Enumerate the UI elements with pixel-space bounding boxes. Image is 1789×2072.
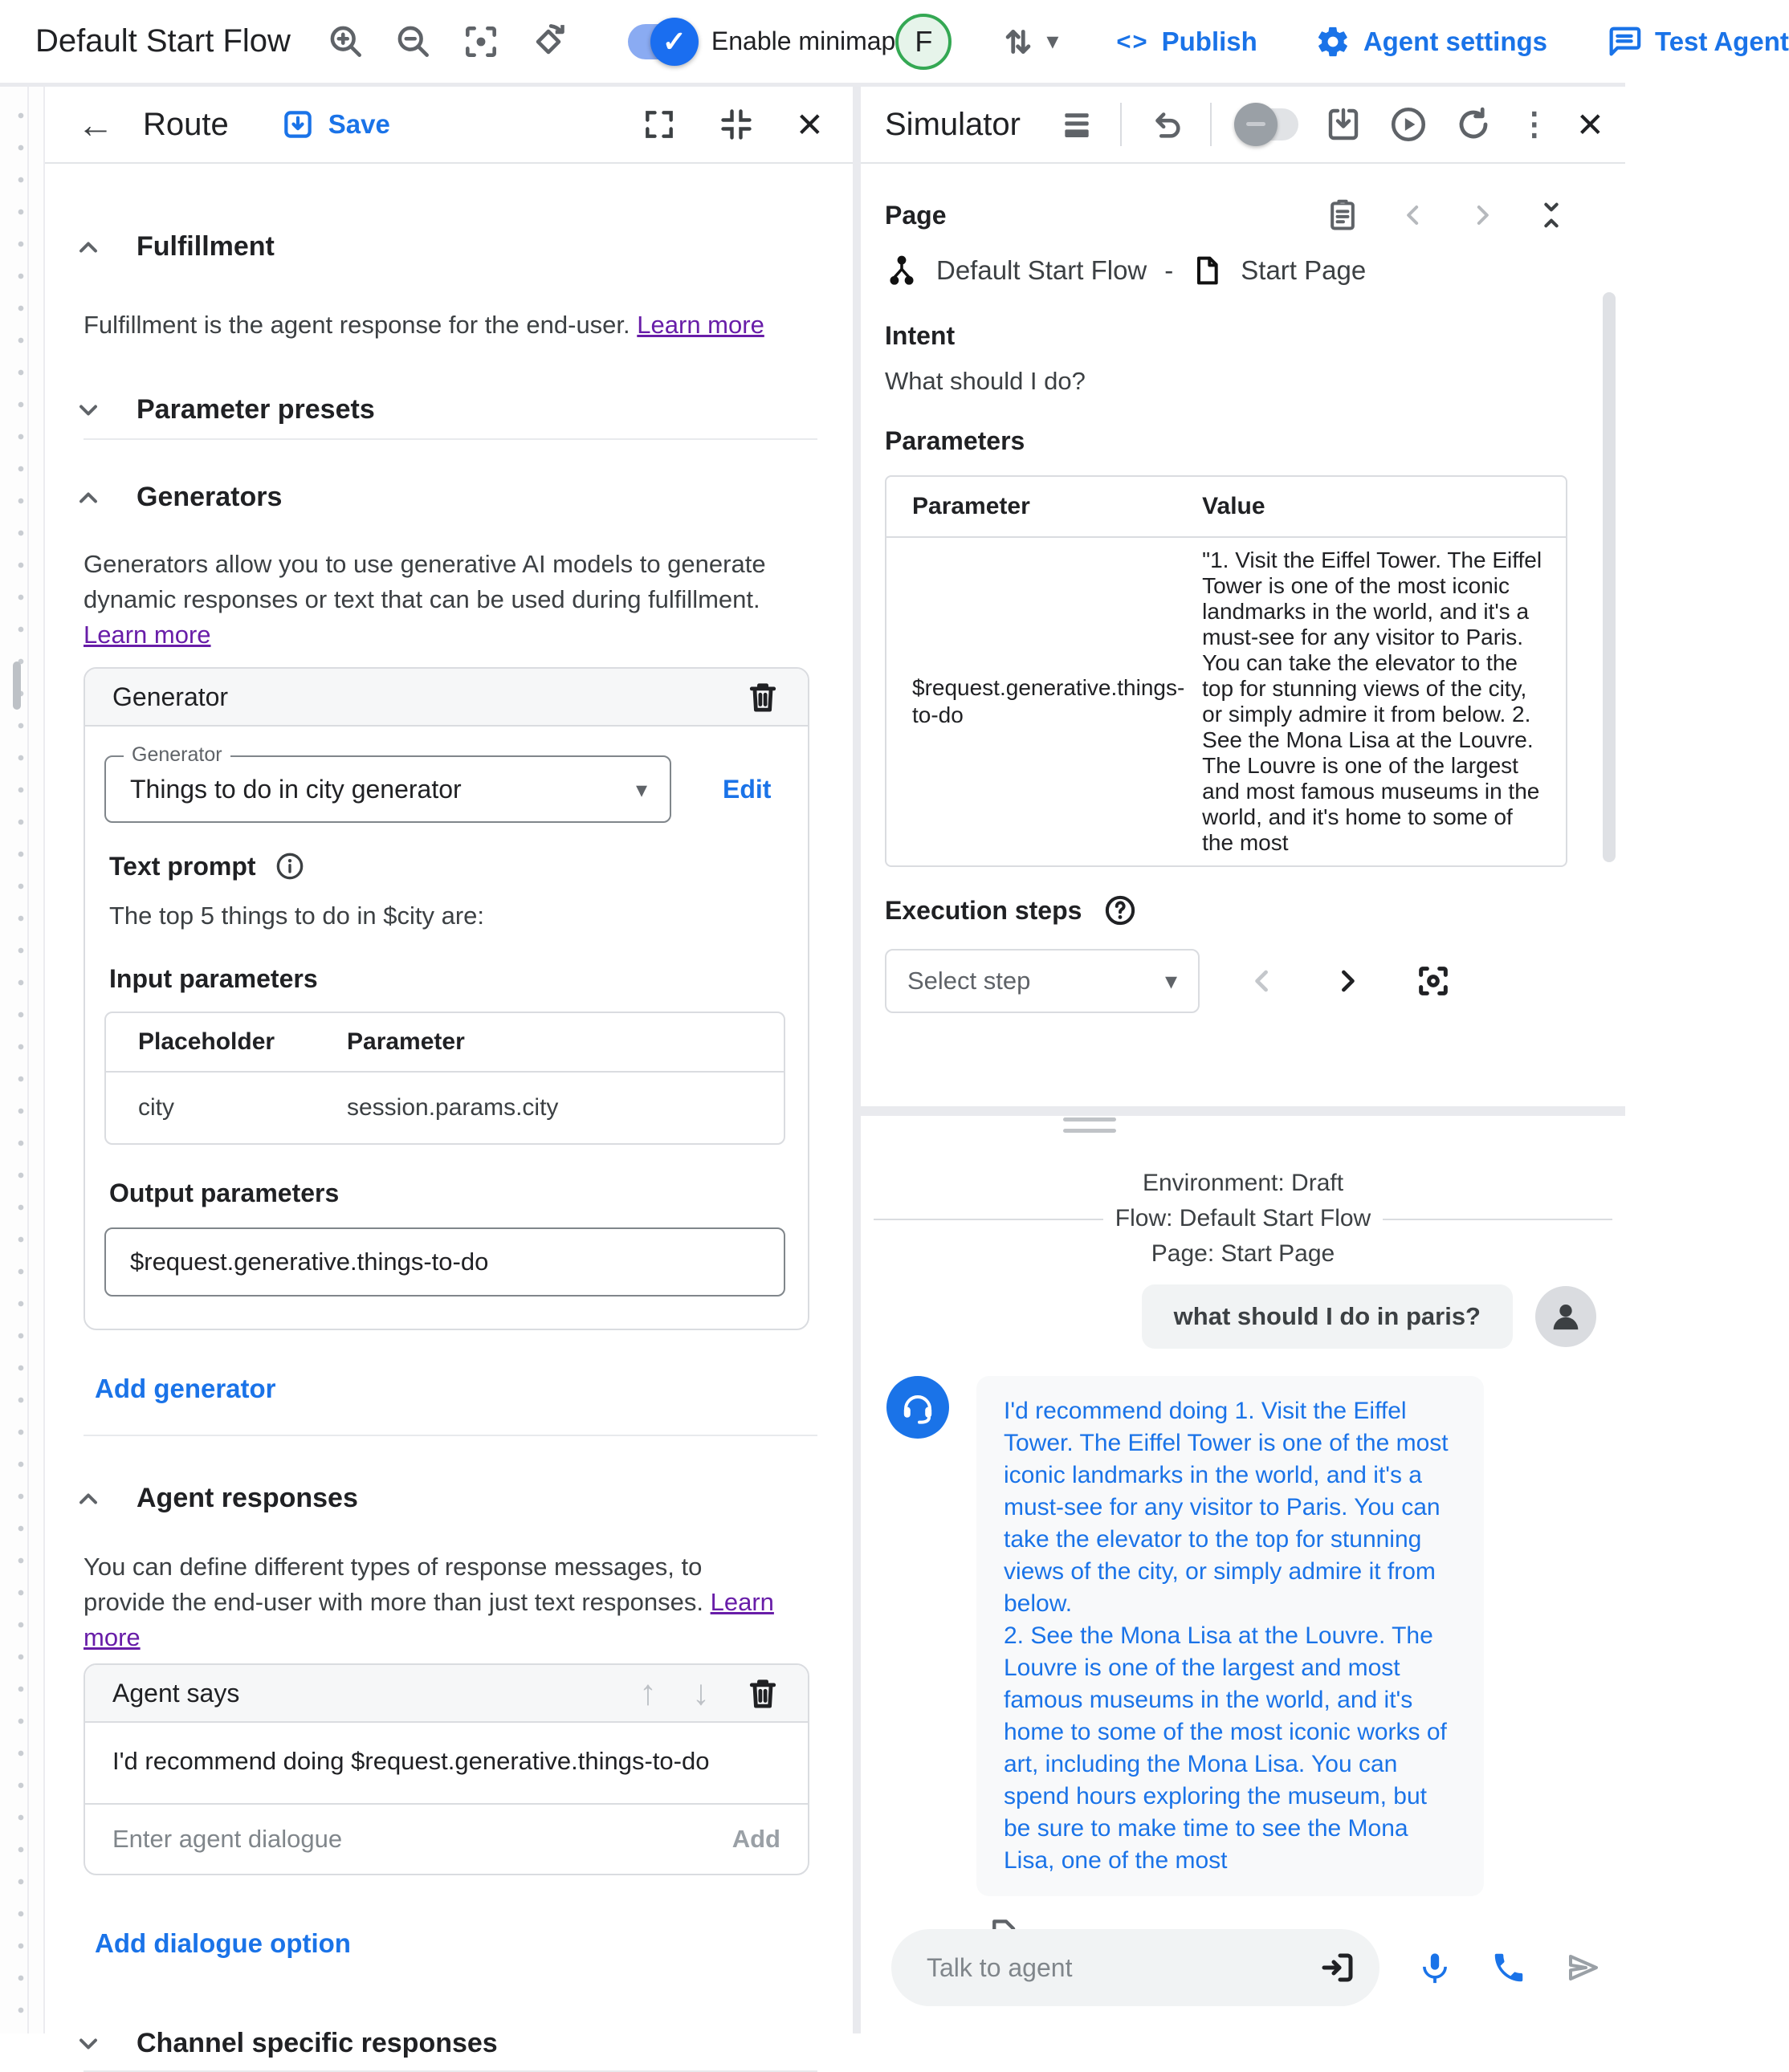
- section-divider: [84, 1435, 817, 1436]
- agent-responses-description: You can define different types of response messages, to provide the end-user with more than just text responses. Learn more: [84, 1553, 774, 1651]
- microphone-icon[interactable]: [1416, 1949, 1453, 1986]
- enable-minimap-toggle[interactable]: [628, 24, 695, 59]
- flow-page-separator: -: [1164, 255, 1174, 285]
- parameter-name-cell: $request.generative.things-to-do: [912, 675, 1185, 727]
- help-icon[interactable]: [1102, 893, 1138, 928]
- table-header-row: [106, 1013, 784, 1073]
- chevron-down-icon: ▾: [1046, 28, 1059, 55]
- agent-dialogue-input-row: [85, 1803, 808, 1874]
- user-avatar: [1535, 1286, 1596, 1347]
- add-generator-link[interactable]: Add generator: [95, 1374, 276, 1403]
- parameters-label: Parameters: [885, 426, 1025, 455]
- scrollbar-thumb[interactable]: [1603, 292, 1616, 862]
- more-options-icon[interactable]: ⋮: [1518, 107, 1551, 142]
- flow-line: Flow: Default Start Flow: [1115, 1205, 1371, 1231]
- agent-message-part1: I'd recommend doing 1. Visit the Eiffel Tower. The Eiffel Tower is one of the most iconic landmarks in the world, and it's a must-see for any visitor to Paris. You can take the elevator to the top for stunning views of the city, or simply admire it from below.: [1004, 1398, 1449, 1617]
- placeholder-cell: city: [138, 1094, 174, 1121]
- chevron-left-icon[interactable]: [1397, 199, 1429, 231]
- focus-step-icon[interactable]: [1415, 963, 1452, 999]
- flow-canvas[interactable]: [0, 87, 45, 2033]
- agent-message-row: [861, 1376, 1625, 1896]
- publish-button[interactable]: <> Publish: [1116, 26, 1257, 56]
- fulfillment-section-title: Fulfillment: [137, 231, 275, 262]
- section-divider: [84, 438, 817, 440]
- step-previous-icon[interactable]: [1245, 963, 1280, 999]
- add-dialogue-option-link[interactable]: Add dialogue option: [95, 1928, 351, 1958]
- generator-select-value: Things to do in city generator: [130, 774, 462, 804]
- user-avatar-badge[interactable]: F: [895, 14, 952, 70]
- sort-versions-control[interactable]: [998, 22, 1058, 62]
- panel-resize-handle[interactable]: [13, 661, 21, 710]
- undo-icon[interactable]: [1147, 106, 1184, 143]
- parameters-table: [885, 475, 1567, 867]
- save-icon: [280, 107, 316, 142]
- current-page-name[interactable]: Start Page: [1241, 255, 1367, 285]
- info-icon[interactable]: [274, 850, 306, 882]
- chat-input-row: [891, 1929, 1603, 2006]
- generators-description: Generators allow you to use generative AI models to generate dynamic responses or text that can be used during fulfillment. Learn more: [84, 550, 766, 649]
- context-rule: [1383, 1219, 1612, 1220]
- generator-select-label: Generator: [124, 743, 230, 767]
- page-section-title: Page: [885, 200, 947, 230]
- simulator-split-divider: [861, 1106, 1625, 1116]
- column-header: Value: [1202, 493, 1265, 519]
- learn-more-link[interactable]: Learn more: [84, 621, 211, 649]
- flow-title: Default Start Flow: [35, 23, 291, 59]
- back-arrow-icon[interactable]: ←: [77, 104, 114, 145]
- column-header: Parameter: [347, 1028, 465, 1055]
- simulator-toggle[interactable]: [1237, 108, 1298, 140]
- move-up-icon[interactable]: ↑: [639, 1673, 657, 1712]
- agent-dialogue-value[interactable]: I'd recommend doing $request.generative.things-to-do: [112, 1747, 710, 1775]
- table-header-row: [886, 477, 1566, 538]
- generators-section-title: Generators: [137, 482, 283, 512]
- chevron-down-icon[interactable]: [74, 2029, 103, 2058]
- page-icon: [1191, 254, 1223, 287]
- context-rule: [874, 1219, 1103, 1220]
- agent-says-title: Agent says: [112, 1678, 240, 1708]
- trash-icon[interactable]: [745, 1675, 780, 1711]
- output-parameters-label: Output parameters: [109, 1178, 340, 1207]
- output-parameter-field[interactable]: $request.generative.things-to-do: [104, 1227, 785, 1297]
- parameter-cell: session.params.city: [347, 1094, 559, 1121]
- intent-label: Intent: [885, 321, 956, 350]
- generator-card: [84, 667, 809, 1330]
- clipboard-icon[interactable]: [1325, 197, 1360, 233]
- generator-select[interactable]: [104, 743, 671, 823]
- route-panel: [45, 87, 861, 2058]
- person-icon: [1547, 1298, 1584, 1335]
- add-dialogue-button[interactable]: Add: [731, 1825, 780, 1853]
- center-focus-icon[interactable]: [461, 22, 501, 62]
- text-prompt-value: The top 5 things to do in $city are:: [109, 902, 484, 930]
- fulfillment-description: Fulfillment is the agent response for the end-user. Learn more: [84, 311, 764, 339]
- channel-specific-title: Channel specific responses: [137, 2028, 498, 2058]
- input-parameters-table: [104, 1012, 785, 1145]
- column-header: Placeholder: [138, 1028, 275, 1055]
- agent-avatar: [886, 1376, 949, 1439]
- input-parameters-label: Input parameters: [109, 964, 318, 993]
- agent-dialogue-input[interactable]: [112, 1825, 732, 1854]
- parameter-presets-section[interactable]: [45, 394, 817, 425]
- chevron-up-icon[interactable]: [74, 1484, 103, 1513]
- user-message-row: [861, 1284, 1625, 1349]
- close-icon[interactable]: ✕: [1575, 105, 1604, 144]
- edit-generator-link[interactable]: Edit: [723, 774, 772, 804]
- simulator-title: Simulator: [885, 106, 1021, 142]
- chevron-down-icon: ▾: [1164, 967, 1177, 995]
- learn-more-link[interactable]: Learn more: [84, 1588, 774, 1651]
- agent-responses-section-title: Agent responses: [137, 1483, 358, 1513]
- check-icon: ✓: [662, 24, 687, 58]
- execution-steps-label: Execution steps: [885, 895, 1082, 925]
- step-next-icon[interactable]: [1330, 963, 1365, 999]
- menu-list-icon[interactable]: [1059, 107, 1094, 142]
- collapse-section-icon[interactable]: [1535, 199, 1567, 231]
- toolbar-divider: [1120, 103, 1122, 146]
- play-icon[interactable]: [1388, 104, 1428, 145]
- chevron-down-icon: ▾: [635, 776, 647, 802]
- table-row[interactable]: [106, 1073, 784, 1143]
- sort-arrows-icon: [998, 22, 1038, 62]
- user-message-bubble: what should I do in paris?: [1142, 1284, 1513, 1349]
- intent-value: What should I do?: [885, 367, 1086, 395]
- talk-to-agent-input[interactable]: [927, 1953, 1318, 1983]
- simulator-chat-section: [861, 1116, 1625, 2033]
- minimap-toggle-label: Enable minimap: [711, 26, 896, 55]
- headset-icon: [899, 1388, 937, 1427]
- chat-icon: [1605, 23, 1642, 60]
- column-header: Parameter: [912, 493, 1030, 519]
- chevron-up-icon[interactable]: [74, 483, 103, 512]
- send-icon[interactable]: [1564, 1948, 1603, 1987]
- expand-fullscreen-icon[interactable]: [642, 107, 677, 142]
- text-prompt-label: Text prompt: [109, 851, 256, 881]
- select-step-dropdown[interactable]: Select step ▾: [885, 949, 1200, 1013]
- toolbar-divider: [1210, 103, 1212, 146]
- simulator-header: [861, 87, 1625, 164]
- page-line: Page: Start Page: [1151, 1240, 1335, 1267]
- collapse-fullscreen-icon[interactable]: [719, 107, 754, 142]
- generator-card-header: [85, 669, 808, 727]
- chevron-down-icon[interactable]: [74, 396, 103, 425]
- parameter-presets-title: Parameter presets: [137, 394, 375, 425]
- trash-icon[interactable]: [745, 679, 780, 714]
- generator-card-title: Generator: [112, 682, 229, 711]
- agent-settings-button[interactable]: Agent settings: [1315, 24, 1547, 59]
- code-icon: <>: [1116, 26, 1149, 55]
- agent-message-bubble: [976, 1376, 1484, 1896]
- simulator-panel: [861, 87, 1625, 2033]
- session-context-banner: [861, 1166, 1625, 1272]
- move-down-icon[interactable]: ↓: [692, 1673, 710, 1712]
- zoom-out-icon[interactable]: [393, 22, 434, 62]
- agent-says-card: [84, 1663, 809, 1875]
- test-agent-button[interactable]: Test Agent: [1605, 23, 1789, 60]
- close-icon[interactable]: ✕: [795, 105, 824, 144]
- reset-view-icon[interactable]: [528, 22, 568, 62]
- gear-icon: [1315, 24, 1351, 59]
- download-icon[interactable]: [1324, 105, 1363, 144]
- route-panel-title: Route: [143, 106, 229, 142]
- route-panel-header: [45, 87, 853, 164]
- phone-icon[interactable]: [1490, 1949, 1527, 1986]
- save-button[interactable]: Save: [280, 107, 390, 142]
- table-row: [886, 538, 1566, 865]
- agent-says-card-header: [85, 1665, 808, 1723]
- zoom-in-icon[interactable]: [326, 22, 366, 62]
- simulator-state-section: [861, 164, 1625, 1106]
- flow-icon: [885, 254, 919, 287]
- route-panel-content: [45, 164, 853, 2072]
- chevron-up-icon[interactable]: [74, 233, 103, 262]
- learn-more-link[interactable]: Learn more: [637, 311, 764, 339]
- app-topbar: [0, 0, 1789, 87]
- chevron-right-icon[interactable]: [1466, 199, 1498, 231]
- agent-message-part2: 2. See the Mona Lisa at the Louvre. The Louvre is one of the largest and most famous museums in the world, and it's home to some of the most iconic works of art, including the Mona Lisa. You can spend hours exploring the museum, but be sure to make time to see the Mona Lisa, one of the most: [1004, 1622, 1447, 1874]
- current-flow-name[interactable]: Default Start Flow: [936, 255, 1147, 285]
- environment-line: Environment: Draft: [1142, 1170, 1344, 1196]
- refresh-icon[interactable]: [1454, 105, 1493, 144]
- talk-to-agent-field[interactable]: [891, 1929, 1379, 2006]
- enter-input-icon[interactable]: [1318, 1948, 1357, 1987]
- parameter-value-cell: "1. Visit the Eiffel Tower. The Eiffel Tower is one of the most iconic landmarks in the world, and it's a must-see for any visitor to Paris. You can take the elevator to the top for stunning views of the city, or simply admire it from below. 2. See the Mona Lisa at the Louvre. The Louvre is one of the largest and most famous museums in the world, and it's home to some of the most: [1202, 548, 1542, 855]
- channel-specific-section[interactable]: [45, 2028, 817, 2059]
